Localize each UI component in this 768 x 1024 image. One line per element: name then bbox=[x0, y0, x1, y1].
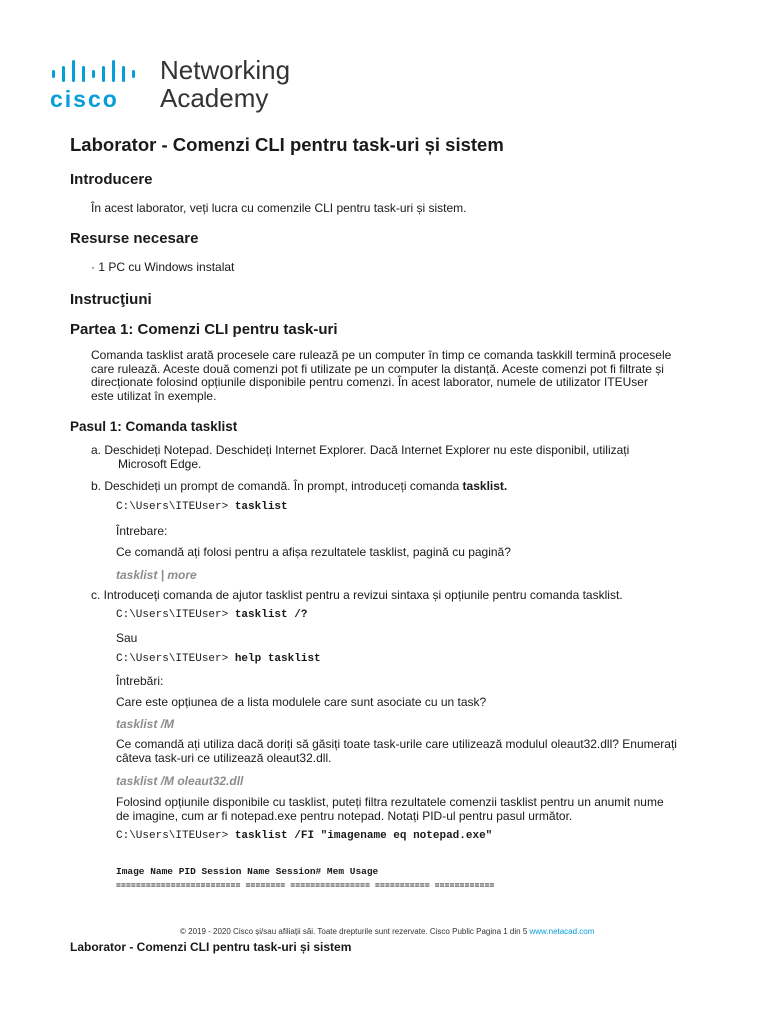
step-a-line: Microsoft Edge. bbox=[118, 456, 202, 471]
cisco-bridge-logo-icon bbox=[50, 58, 150, 84]
part1-line: direcționate folosind opțiunile disponibile pentru comenzi. În acest laborator, numele de utilizator ITEUser bbox=[91, 375, 648, 389]
page-title: Laborator - Comenzi CLI pentru task-uri și sistem bbox=[70, 134, 504, 155]
command-argument: "imagename eq notepad.exe" bbox=[320, 830, 493, 842]
answer-2: tasklist /M bbox=[116, 717, 175, 731]
heading-part1: Partea 1: Comenzi CLI pentru task-uri bbox=[70, 321, 338, 338]
command-line-tasklist bbox=[116, 501, 288, 513]
part1-line: Comanda tasklist arată procesele care rulează pe un computer în timp ce comanda taskkill termină procesele bbox=[91, 348, 672, 362]
command-line-filter bbox=[116, 830, 492, 842]
prompt-text: C:\Users\ITEUser> bbox=[116, 609, 229, 621]
step-a bbox=[91, 444, 629, 471]
command-text: tasklist /? bbox=[234, 609, 308, 621]
question-3-line: Ce comandă ați utiliza dacă doriți să găsiți toate task-urile care utilizează modulul oleaut32.dll? Enumerați bbox=[116, 737, 677, 751]
footer-copyright-text: © 2019 - 2020 Cisco și/sau afiliații săi. Toate drepturile sunt rezervate. Cisco Public Pagina 1 din 5 bbox=[180, 927, 528, 936]
intro-text: În acest laborator, veți lucra cu comenzile CLI pentru task-uri și sistem. bbox=[91, 201, 467, 215]
step-a-line: a. Deschideți Notepad. Deschideți Internet Explorer. Dacă Internet Explorer nu este disponibil, utilizați bbox=[91, 443, 630, 457]
prompt-text: C:\Users\ITEUser> bbox=[116, 501, 229, 513]
output-table-header: Image Name PID Session Name Session# Mem Usage bbox=[116, 866, 379, 877]
question-label: Întrebare: bbox=[116, 524, 168, 538]
answer-3: tasklist /M oleaut32.dll bbox=[116, 774, 244, 788]
part1-paragraph bbox=[91, 349, 671, 403]
cisco-wordmark: cisco bbox=[50, 86, 119, 112]
footer-link[interactable]: www.netacad.com bbox=[529, 927, 595, 936]
footer-title: Laborator - Comenzi CLI pentru task-uri și sistem bbox=[70, 940, 352, 954]
logo-academy-text: Academy bbox=[160, 83, 269, 113]
heading-instructions: Instrucţiuni bbox=[70, 291, 152, 308]
step-c: c. Introduceți comanda de ajutor tasklist pentru a revizui sintaxa și opțiunile pentru comanda tasklist. bbox=[91, 588, 623, 602]
cisco-networking-academy-logo bbox=[50, 56, 310, 116]
filter-line: Folosind opțiunile disponibile cu tasklist, puteți filtra rezultatele comenzii tasklist pentru un anumit nume bbox=[116, 795, 664, 809]
filter-paragraph bbox=[116, 796, 664, 823]
heading-introduction: Introducere bbox=[70, 171, 153, 188]
command-text: help tasklist bbox=[234, 653, 321, 665]
logo-networking-text: Networking bbox=[160, 55, 291, 85]
command-line-help1 bbox=[116, 609, 307, 621]
heading-resources: Resurse necesare bbox=[70, 230, 199, 247]
question-3-line: câteva task-uri ce utilizează oleaut32.dll. bbox=[116, 750, 332, 765]
prompt-text: C:\Users\ITEUser> bbox=[116, 830, 229, 842]
question-3 bbox=[116, 738, 677, 765]
heading-step1: Pasul 1: Comanda tasklist bbox=[70, 419, 238, 434]
step-b-command: tasklist. bbox=[462, 479, 508, 493]
step-b-text: b. Deschideți un prompt de comandă. În prompt, introduceți comanda bbox=[91, 479, 463, 493]
command-text: tasklist /FI bbox=[234, 830, 315, 842]
part1-line: care rulează. Aceste două comenzi pot fi utilizate pe un computer la distanță. Aceste comenzi pot fi filtrate și bbox=[91, 361, 664, 376]
command-line-help2 bbox=[116, 653, 321, 665]
question-2: Care este opțiunea de a lista modulele care sunt asociate cu un task? bbox=[116, 695, 487, 709]
command-text: tasklist bbox=[234, 501, 288, 513]
part1-line: este utilizat în exemple. bbox=[91, 388, 217, 403]
resources-item: · 1 PC cu Windows instalat bbox=[91, 260, 235, 274]
prompt-text: C:\Users\ITEUser> bbox=[116, 653, 229, 665]
filter-line: de imagine, cum ar fi notepad.exe pentru notepad. Notați PID-ul pentru pasul următor. bbox=[116, 808, 573, 823]
or-label: Sau bbox=[116, 631, 138, 645]
questions-label: Întrebări: bbox=[116, 674, 164, 688]
step-b bbox=[91, 480, 507, 494]
output-table-rule: ========================= ======== ================ =========== ============ bbox=[116, 882, 495, 891]
footer-copyright bbox=[180, 927, 594, 936]
answer-1: tasklist | more bbox=[116, 568, 197, 582]
question-1: Ce comandă ați folosi pentru a afișa rezultatele tasklist, pagină cu pagină? bbox=[116, 545, 511, 559]
